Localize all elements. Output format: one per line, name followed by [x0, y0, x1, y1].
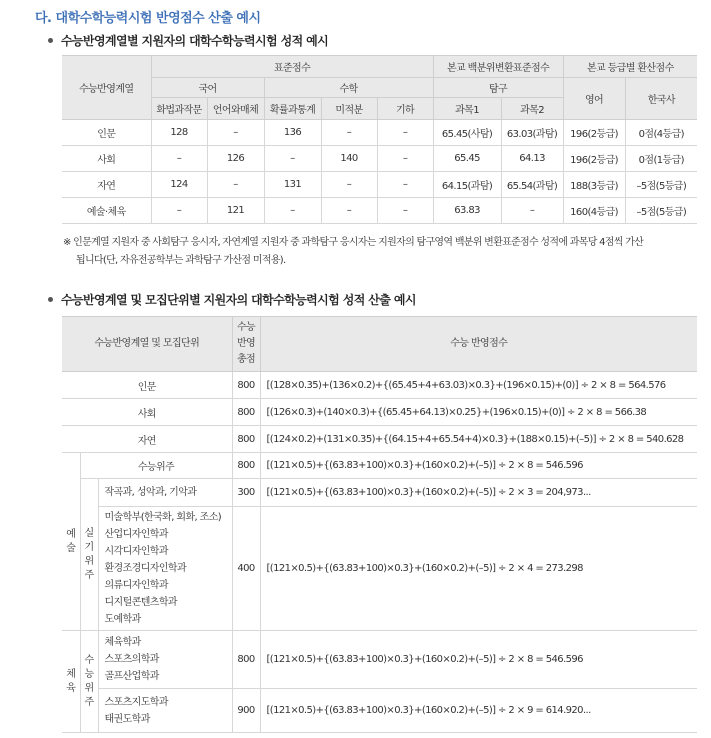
formula: [(121×0.5)+{(63.83+100)×0.3}+(160×0.2)+(–5)] ÷ 2 × 9 = 614.920... — [260, 689, 697, 733]
cell: – — [377, 198, 433, 224]
list-item: 미술학부(한국화, 회화, 조소) — [104, 512, 222, 523]
formula: [(128×0.35)+(136×0.2)+{(65.45+4+63.03)×0.3}+(196×0.15)+(0)] ÷ 2 × 8 = 564.576 — [260, 372, 697, 399]
table-row — [62, 120, 697, 146]
footnote — [63, 234, 703, 270]
total: 800 — [232, 631, 260, 689]
table-row — [62, 146, 697, 172]
total: 800 — [232, 453, 260, 479]
header-sub: 언어와매체 — [207, 98, 264, 120]
unit-name: 작곡과, 성악과, 기악과 — [98, 479, 232, 507]
calculation-table — [62, 316, 697, 733]
formula: [(121×0.5)+{(63.83+100)×0.3}+(160×0.2)+(–5)] ÷ 2 × 3 = 204,973... — [260, 479, 697, 507]
cell: 예술·체육 — [62, 198, 151, 224]
list-item: 산업디자인학과 — [104, 529, 168, 540]
cell: 121 — [207, 198, 264, 224]
footnote-line: 됩니다(단, 자유전공학부는 과학탐구 가산점 미적용). — [76, 255, 286, 266]
list-item: 태권도학과 — [104, 713, 150, 725]
cell: 인문 — [62, 120, 151, 146]
score-example-table — [62, 55, 697, 224]
table-row — [62, 426, 697, 453]
header-history: 한국사 — [625, 78, 697, 120]
cell: – — [321, 120, 377, 146]
cell: 사회 — [62, 146, 151, 172]
list-item: 환경조경디자인학과 — [104, 563, 187, 574]
section-title: 다. 대학수학능력시험 반영점수 산출 예시 — [35, 11, 261, 26]
cell: 131 — [264, 172, 321, 198]
cell: 160(4등급) — [563, 198, 625, 224]
table-row — [62, 172, 697, 198]
list-item: 디지털콘텐츠학과 — [104, 597, 177, 608]
header-sub: 화법과작문 — [151, 98, 207, 120]
cell: 196(2등급) — [563, 146, 625, 172]
cell: 128 — [151, 120, 207, 146]
total: 300 — [232, 479, 260, 507]
cell: 0점(1등급) — [625, 146, 697, 172]
arts-label: 예 술 — [62, 453, 80, 631]
list-item: 스포츠지도학과 — [104, 696, 168, 708]
table-row — [62, 631, 697, 689]
unit-name: 자연 — [62, 426, 232, 453]
unit-name: 수능위주 — [80, 453, 232, 479]
cell: – — [151, 146, 207, 172]
table-row — [62, 198, 697, 224]
cell: –5점(5등급) — [625, 172, 697, 198]
header-standard: 표준점수 — [151, 56, 433, 78]
sports-label: 체 육 — [62, 631, 80, 733]
total: 800 — [232, 426, 260, 453]
header-sub: 기하 — [377, 98, 433, 120]
header-sub: 확률과통계 — [264, 98, 321, 120]
formula: [(126×0.3)+(140×0.3)+{(65.45+64.13)×0.25}+(196×0.15)+(0)] ÷ 2 × 8 = 566.38 — [260, 399, 697, 426]
footnote-line: ※ 인문계열 지원자 중 사회탐구 응시자, 자연계열 지원자 중 과학탐구 응시자는 지원자의 탐구영역 백분위 변환표준점수 성적에 과목당 4점씩 가산 — [63, 237, 644, 248]
cell: – — [264, 146, 321, 172]
total: 800 — [232, 372, 260, 399]
cell: 188(3등급) — [563, 172, 625, 198]
cell: 64.15(과탐) — [433, 172, 501, 198]
table-row — [62, 479, 697, 507]
unit-name: 사회 — [62, 399, 232, 426]
cell: 자연 — [62, 172, 151, 198]
bullet-icon — [48, 38, 53, 43]
cell: – — [321, 198, 377, 224]
cell: 65.45(사탐) — [433, 120, 501, 146]
unit-list — [98, 507, 232, 631]
list-item: 체육학과 — [104, 637, 141, 648]
table2-subtitle — [48, 291, 416, 308]
sports-suneung-label: 수 능 위 주 — [80, 631, 98, 733]
cell: 196(2등급) — [563, 120, 625, 146]
table1-subtitle-text: 수능반영계열별 지원자의 대학수학능력시험 성적 예시 — [61, 34, 329, 48]
list-item: 스포츠의학과 — [104, 654, 159, 665]
unit-name: 인문 — [62, 372, 232, 399]
header-inquiry: 탐구 — [433, 78, 563, 98]
cell: 63.83 — [433, 198, 501, 224]
header-english: 영어 — [563, 78, 625, 120]
formula: [(121×0.5)+{(63.83+100)×0.3}+(160×0.2)+(–5)] ÷ 2 × 4 = 273.298 — [260, 507, 697, 631]
cell: – — [377, 120, 433, 146]
cell: 65.45 — [433, 146, 501, 172]
total: 400 — [232, 507, 260, 631]
formula: [(121×0.5)+{(63.83+100)×0.3}+(160×0.2)+(–5)] ÷ 2 × 8 = 546.596 — [260, 453, 697, 479]
total: 800 — [232, 399, 260, 426]
cell: – — [151, 198, 207, 224]
header-unit: 수능반영계열 및 모집단위 — [62, 317, 232, 372]
cell: 124 — [151, 172, 207, 198]
list-item: 골프산업학과 — [104, 671, 159, 682]
header-math: 수학 — [264, 78, 433, 98]
table-row — [62, 689, 697, 733]
cell: – — [264, 198, 321, 224]
cell: – — [377, 146, 433, 172]
cell: 140 — [321, 146, 377, 172]
cell: – — [377, 172, 433, 198]
header-korean: 국어 — [151, 78, 264, 98]
unit-list — [98, 631, 232, 689]
table1-subtitle — [48, 32, 328, 49]
cell: 126 — [207, 146, 264, 172]
table-row — [62, 507, 697, 631]
cell: – — [321, 172, 377, 198]
cell: – — [207, 172, 264, 198]
formula: [(124×0.2)+(131×0.35)+{(64.15+4+65.54+4)×0.3}+(188×0.15)+(–5)] ÷ 2 × 8 = 540.628 — [260, 426, 697, 453]
header-total: 수능 반영 총점 — [232, 317, 260, 372]
formula: [(121×0.5)+{(63.83+100)×0.3}+(160×0.2)+(–5)] ÷ 2 × 8 = 546.596 — [260, 631, 697, 689]
cell: 63.03(과탐) — [501, 120, 563, 146]
header-percentile: 본교 백분위변환표준점수 — [433, 56, 563, 78]
table-row — [62, 372, 697, 399]
list-item: 도예학과 — [104, 614, 141, 625]
table-row — [62, 399, 697, 426]
table-row — [62, 453, 697, 479]
cell: 65.54(과탐) — [501, 172, 563, 198]
header-score: 수능 반영점수 — [260, 317, 697, 372]
header-sub: 과목2 — [501, 98, 563, 120]
cell: 0점(4등급) — [625, 120, 697, 146]
cell: 64.13 — [501, 146, 563, 172]
header-sub: 미적분 — [321, 98, 377, 120]
cell: – — [501, 198, 563, 224]
practical-label: 실 기 위 주 — [80, 479, 98, 631]
cell: 136 — [264, 120, 321, 146]
header-sub: 과목1 — [433, 98, 501, 120]
list-item: 의류디자인학과 — [104, 580, 168, 591]
header-track: 수능반영계열 — [62, 56, 151, 120]
unit-list — [98, 689, 232, 733]
list-item: 시각디자인학과 — [104, 546, 168, 557]
total: 900 — [232, 689, 260, 733]
table2-subtitle-text: 수능반영계열 및 모집단위별 지원자의 대학수학능력시험 성적 산출 예시 — [61, 293, 416, 307]
cell: –5점(5등급) — [625, 198, 697, 224]
cell: – — [207, 120, 264, 146]
bullet-icon — [48, 297, 53, 302]
header-grade: 본교 등급별 환산점수 — [563, 56, 697, 78]
